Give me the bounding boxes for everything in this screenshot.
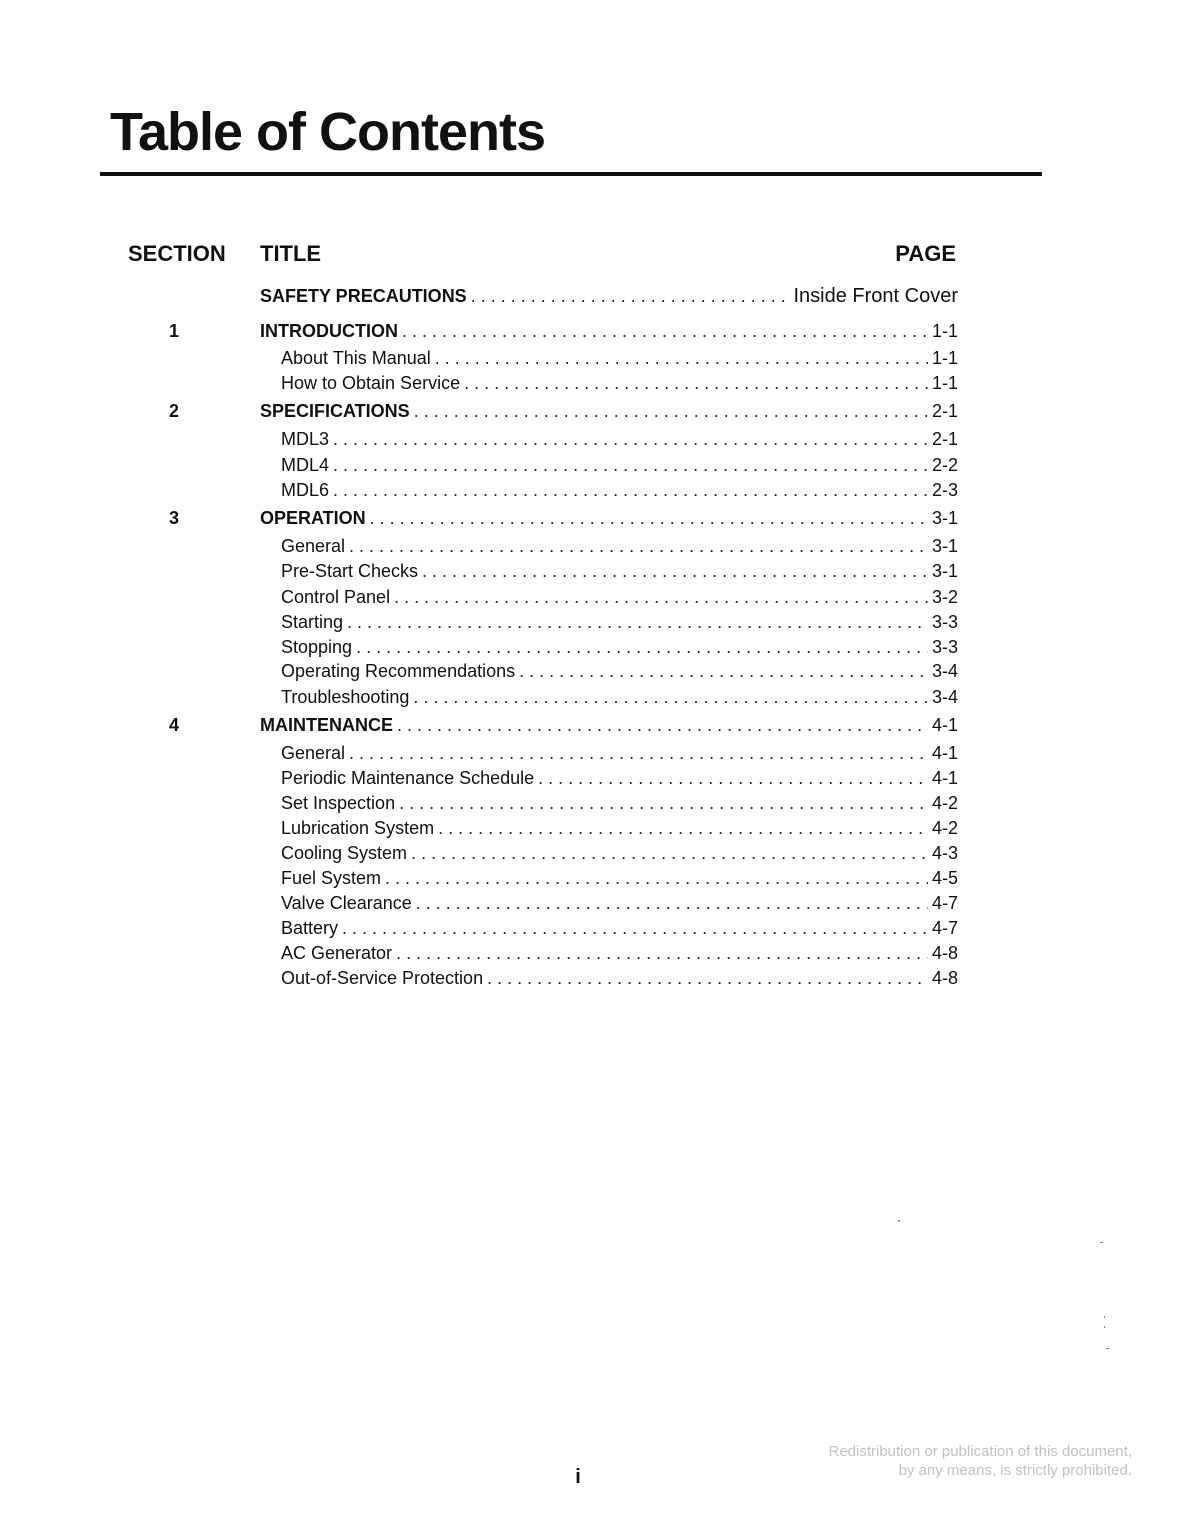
dot-leader <box>397 712 928 738</box>
toc-row <box>0 426 1200 452</box>
page-reference: 3-2 <box>931 587 958 607</box>
page-reference: 4-1 <box>931 715 958 735</box>
scan-speck <box>1100 1242 1103 1243</box>
toc-row <box>0 790 1200 816</box>
toc-row <box>0 609 1200 635</box>
dot-leader <box>333 452 928 478</box>
toc-row <box>0 658 1200 684</box>
dot-leader <box>538 765 928 791</box>
section-number: 1 <box>168 321 179 341</box>
entry-title: Valve Clearance <box>281 893 412 913</box>
toc-entry <box>281 815 958 841</box>
toc-row <box>0 283 1200 309</box>
section-number: 2 <box>168 401 179 421</box>
dot-leader <box>342 915 928 941</box>
entry-title: Troubleshooting <box>281 687 410 707</box>
toc-row <box>0 712 1200 738</box>
toc-entry <box>281 477 958 503</box>
toc-entry <box>260 398 958 424</box>
toc-entry <box>281 865 958 891</box>
toc-row <box>0 684 1200 710</box>
dot-leader <box>422 558 928 584</box>
toc-entry <box>260 712 958 738</box>
toc-row <box>0 398 1200 424</box>
entry-title: Pre-Start Checks <box>281 561 419 581</box>
dot-leader <box>399 790 928 816</box>
toc-row <box>0 840 1200 866</box>
page-reference: 4-2 <box>931 818 958 838</box>
toc-entry <box>281 790 958 816</box>
toc-entry <box>281 940 958 966</box>
entry-title: INTRODUCTION <box>260 321 398 341</box>
page-reference: 1-1 <box>931 373 958 393</box>
column-header-page: PAGE <box>895 241 956 266</box>
toc-entry <box>281 965 958 991</box>
page-reference: 3-1 <box>931 536 958 556</box>
entry-title: OPERATION <box>260 508 366 528</box>
dot-leader <box>349 533 928 559</box>
dot-leader <box>370 505 928 531</box>
toc-entry <box>281 370 958 396</box>
toc-row <box>0 345 1200 371</box>
page-reference: 2-1 <box>931 429 958 449</box>
toc-entry <box>281 558 958 584</box>
dot-leader <box>413 684 928 710</box>
toc-entry <box>281 658 958 684</box>
column-header-title: TITLE <box>260 241 322 266</box>
page-reference: 2-2 <box>931 455 958 475</box>
toc-row <box>0 890 1200 916</box>
entry-title: Periodic Maintenance Schedule <box>281 768 535 788</box>
dot-leader <box>519 658 928 684</box>
notice-line-2: by any means, is strictly prohibited. <box>898 1462 1132 1479</box>
entry-title: How to Obtain Service <box>281 373 461 393</box>
page-number: i <box>575 1466 581 1488</box>
dot-leader <box>349 740 928 766</box>
dot-leader <box>333 477 928 503</box>
dot-leader <box>385 865 928 891</box>
toc-entry <box>281 584 958 610</box>
toc-entry <box>281 890 958 916</box>
entry-title: Control Panel <box>281 587 391 607</box>
toc-row <box>0 318 1200 344</box>
title-rule <box>100 172 1042 176</box>
scan-speck <box>1104 1326 1105 1328</box>
entry-title: General <box>281 743 346 763</box>
toc-row <box>0 915 1200 941</box>
dot-leader <box>402 318 928 344</box>
entry-title: Starting <box>281 612 344 632</box>
entry-title: SPECIFICATIONS <box>260 401 410 421</box>
dot-leader <box>487 965 928 991</box>
dot-leader <box>394 584 928 610</box>
toc-entry <box>260 505 958 531</box>
notice-line-1: Redistribution or publication of this document, <box>828 1443 1132 1460</box>
toc-row <box>0 965 1200 991</box>
entry-title: MDL4 <box>281 455 330 475</box>
entry-title: Fuel System <box>281 868 382 888</box>
page-reference: 3-1 <box>931 561 958 581</box>
toc-entry <box>260 283 958 309</box>
page-reference: 3-4 <box>931 661 958 681</box>
entry-title: Battery <box>281 918 339 938</box>
toc-entry <box>260 318 958 344</box>
page-reference: 4-7 <box>931 918 958 938</box>
toc-row <box>0 452 1200 478</box>
entry-title: General <box>281 536 346 556</box>
entry-title: SAFETY PRECAUTIONS <box>260 286 467 306</box>
page-reference: 1-1 <box>931 348 958 368</box>
page-reference: 1-1 <box>931 321 958 341</box>
toc-row <box>0 477 1200 503</box>
toc-row <box>0 533 1200 559</box>
toc-entry <box>281 840 958 866</box>
entry-title: MDL6 <box>281 480 330 500</box>
entry-title: About This Manual <box>281 348 431 368</box>
toc-entry <box>281 915 958 941</box>
redistribution-notice <box>828 1442 1132 1480</box>
entry-title: Out-of-Service Protection <box>281 968 484 988</box>
page-reference: 3-1 <box>931 508 958 528</box>
dot-leader <box>333 426 928 452</box>
dot-leader <box>411 840 928 866</box>
toc-entry <box>281 452 958 478</box>
toc-row <box>0 505 1200 531</box>
toc-entry <box>281 345 958 371</box>
toc-row <box>0 370 1200 396</box>
page-reference: 3-4 <box>931 687 958 707</box>
toc-entry <box>281 533 958 559</box>
entry-title: Operating Recommendations <box>281 661 516 681</box>
toc-entry <box>281 609 958 635</box>
toc-entry <box>281 684 958 710</box>
page-reference: 4-1 <box>931 743 958 763</box>
page-reference: 3-3 <box>931 612 958 632</box>
toc-row <box>0 940 1200 966</box>
entry-title: MAINTENANCE <box>260 715 393 735</box>
page-reference: Inside Front Cover <box>793 285 958 307</box>
dot-leader <box>396 940 928 966</box>
dot-leader <box>414 398 928 424</box>
page-title: Table of Contents <box>110 102 545 162</box>
scan-speck <box>898 1220 900 1222</box>
dot-leader <box>471 283 790 309</box>
toc-row <box>0 815 1200 841</box>
toc-entry <box>281 426 958 452</box>
toc-row <box>0 740 1200 766</box>
toc-row <box>0 584 1200 610</box>
entry-title: Set Inspection <box>281 793 396 813</box>
page-reference: 4-5 <box>931 868 958 888</box>
dot-leader <box>435 345 928 371</box>
entry-title: Lubrication System <box>281 818 435 838</box>
page-reference: 4-8 <box>931 968 958 988</box>
dot-leader <box>356 634 928 660</box>
entry-title: MDL3 <box>281 429 330 449</box>
page-reference: 2-1 <box>931 401 958 421</box>
dot-leader <box>464 370 928 396</box>
dot-leader <box>347 609 928 635</box>
page-reference: 3-3 <box>931 637 958 657</box>
toc-entry <box>281 634 958 660</box>
toc-entry <box>281 740 958 766</box>
scan-speck <box>1106 1348 1109 1349</box>
page-reference: 4-1 <box>931 768 958 788</box>
dot-leader <box>438 815 928 841</box>
dot-leader <box>416 890 928 916</box>
toc-row <box>0 765 1200 791</box>
toc-entry <box>281 765 958 791</box>
column-header-section: SECTION <box>128 241 226 266</box>
entry-title: Cooling System <box>281 843 408 863</box>
section-number: 4 <box>168 715 179 735</box>
page-reference: 4-7 <box>931 893 958 913</box>
entry-title: AC Generator <box>281 943 393 963</box>
entry-title: Stopping <box>281 637 353 657</box>
toc-row <box>0 865 1200 891</box>
page-reference: 2-3 <box>931 480 958 500</box>
section-number: 3 <box>168 508 179 528</box>
toc-row <box>0 558 1200 584</box>
page-reference: 4-8 <box>931 943 958 963</box>
toc-row <box>0 634 1200 660</box>
page-reference: 4-3 <box>931 843 958 863</box>
page-reference: 4-2 <box>931 793 958 813</box>
scan-speck <box>1104 1316 1105 1318</box>
